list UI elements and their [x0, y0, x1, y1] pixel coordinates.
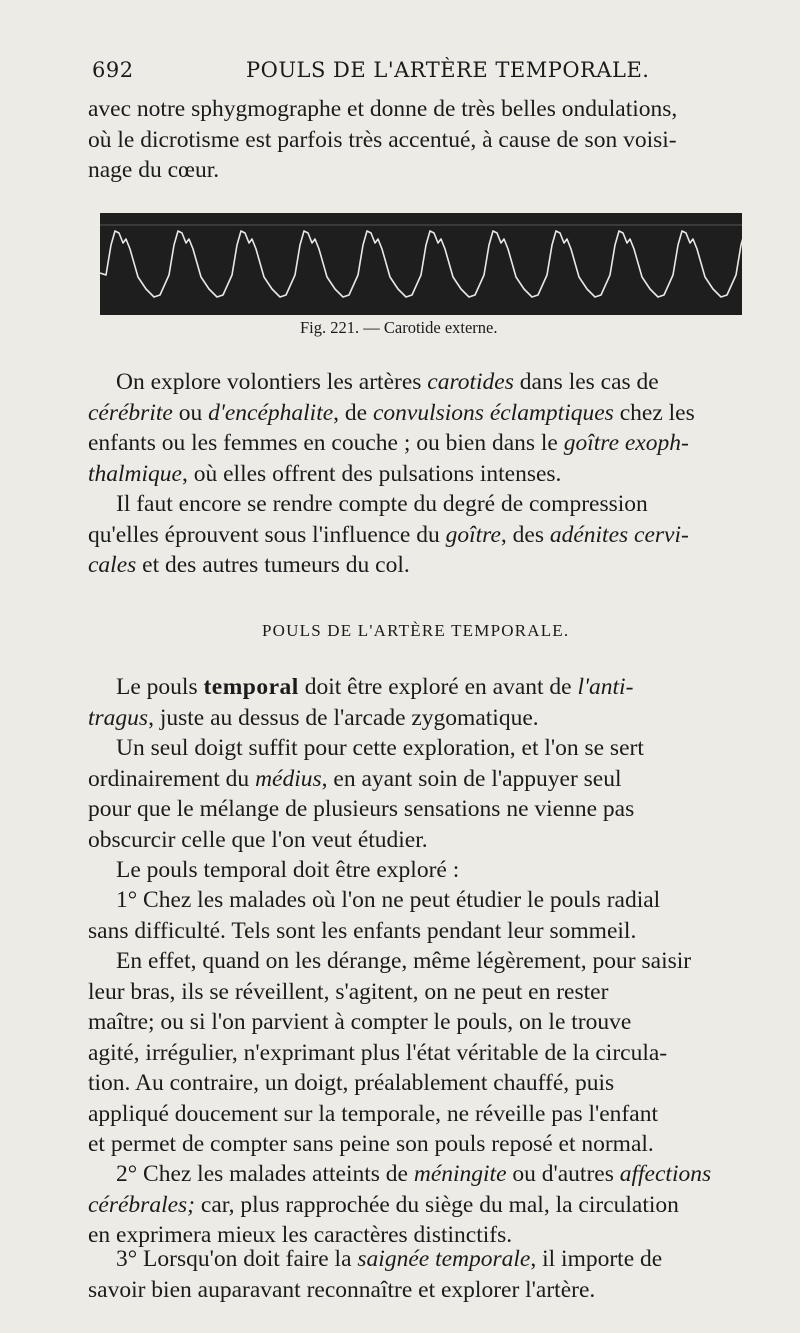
text-line: tragus, juste au dessus de l'arcade zygomatique.: [88, 704, 539, 731]
text-line: Le pouls temporal doit être exploré :: [116, 857, 460, 883]
text-line: cérébrite ou d'encéphalite, de convulsions éclamptiques chez les: [88, 399, 695, 426]
pulse-trace: [100, 213, 742, 315]
paragraph-effet: [88, 946, 756, 1160]
text-line: où le dicrotisme est parfois très accentué, à cause de son voisi-: [88, 126, 677, 153]
text-line: En effet, quand on les dérange, même légèrement, pour saisir: [116, 948, 692, 974]
pulse-waveform: [100, 231, 742, 297]
intro-paragraph: [88, 94, 756, 186]
text-line: sans difficulté. Tels sont les enfants pendant leur sommeil.: [88, 917, 637, 944]
paragraph-explore: [88, 855, 756, 886]
text-line: tion. Au contraire, un doigt, préalablement chauffé, puis: [88, 1070, 615, 1096]
figure-sphygmogram: [100, 213, 742, 315]
paragraph-carotides: [88, 367, 756, 489]
section-heading: POULS DE L'ARTÈRE TEMPORALE.: [262, 621, 570, 640]
text-line: agité, irrégulier, n'exprimant plus l'état véritable de la circula-: [88, 1039, 668, 1066]
text-line: leur bras, ils se réveillent, s'agitent, on ne peut en rester: [88, 978, 609, 1005]
text-line: On explore volontiers les artères carotides dans les cas de: [116, 369, 659, 395]
paragraph-three: [88, 1244, 756, 1305]
paragraph-two: [88, 1159, 756, 1251]
text-line: 1° Chez les malades où l'on ne peut étudier le pouls radial: [116, 887, 661, 913]
text-line: appliqué doucement sur la temporale, ne réveille pas l'enfant: [88, 1100, 658, 1127]
text-line: thalmique, où elles offrent des pulsations intenses.: [88, 460, 562, 487]
text-line: obscurcir celle que l'on veut étudier.: [88, 826, 428, 853]
paragraph-one: [88, 885, 756, 946]
text-line: en exprimera mieux les caractères distinctifs.: [88, 1222, 513, 1248]
text-line: enfants ou les femmes en couche ; ou bien dans le goître exoph-: [88, 430, 689, 456]
text-line: Un seul doigt suffit pour cette exploration, et l'on se sert: [116, 735, 644, 761]
paragraph-compression: [88, 489, 756, 581]
text-line: et permet de compter sans peine son pouls reposé et normal.: [88, 1131, 654, 1157]
text-line: qu'elles éprouvent sous l'influence du goître, des adénites cervi-: [88, 521, 689, 548]
text-line: cérébrales; car, plus rapprochée du siège du mal, la circulation: [88, 1191, 679, 1218]
text-line: Il faut encore se rendre compte du degré de compression: [116, 491, 648, 517]
paragraph-doigt: [88, 733, 756, 855]
text-line: Le pouls temporal doit être exploré en avant de l'anti-: [116, 674, 634, 700]
text-line: avec notre sphygmographe et donne de très belles ondulations,: [88, 96, 678, 122]
text-line: 3° Lorsqu'on doit faire la saignée temporale, il importe de: [116, 1246, 663, 1272]
running-title: POULS DE L'ARTÈRE TEMPORALE.: [246, 58, 650, 82]
page-number: 692: [92, 58, 134, 82]
text-line: ordinairement du médius, en ayant soin de l'appuyer seul: [88, 765, 622, 792]
figure-caption: Fig. 221. — Carotide externe.: [300, 318, 498, 337]
text-line: pour que le mélange de plusieurs sensations ne vienne pas: [88, 796, 635, 822]
text-line: maître; ou si l'on parvient à compter le pouls, on le trouve: [88, 1009, 632, 1035]
text-line: cales et des autres tumeurs du col.: [88, 552, 410, 578]
text-line: savoir bien auparavant reconnaître et explorer l'artère.: [88, 1276, 596, 1303]
paragraph-temporal: [88, 672, 756, 733]
text-line: 2° Chez les malades atteints de méningite ou d'autres affections: [116, 1161, 712, 1187]
running-header: [92, 58, 742, 88]
text-line: nage du cœur.: [88, 157, 220, 183]
